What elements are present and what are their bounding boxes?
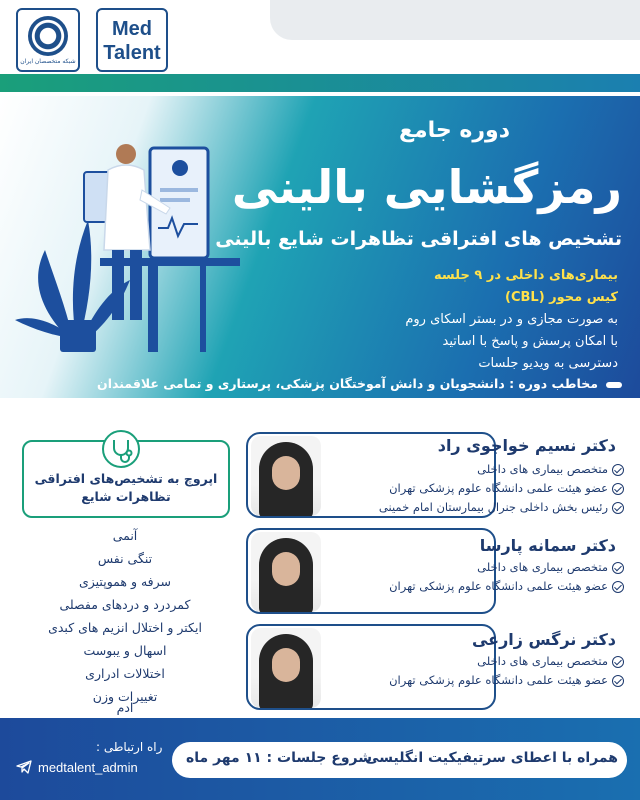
- doctor-name: دکتر نرگس زارعی: [471, 630, 616, 649]
- doctor-credential: رئیس بخش داخلی جنرال بیمارستان امام خمینی: [379, 500, 624, 514]
- check-icon: [612, 502, 624, 514]
- medtalent-logo-line1: Med: [112, 18, 152, 40]
- hero-edge: [0, 398, 640, 406]
- topic-item: اختلالات ادراری: [85, 666, 165, 681]
- header-decor: [270, 0, 640, 40]
- medtalent-logo: [96, 8, 168, 72]
- topic-item: ایکتر و اختلال انزیم های کبدی: [48, 620, 202, 635]
- feature-item: با امکان پرسش و پاسخ با اساتید: [442, 334, 618, 349]
- topic-item: کمردرد و دردهای مفصلی: [59, 597, 191, 612]
- doctor-name: دکتر نسیم خواجوی راد: [437, 436, 616, 455]
- topics-title: اپروچ به تشخیص‌های افتراقی تظاهرات شایع: [34, 471, 218, 504]
- course-subtitle: تشخیص های افتراقی تظاهرات شایع بالینی: [215, 228, 622, 250]
- network-logo-mark: [28, 16, 68, 56]
- doctor-credential: عضو هیئت علمی دانشگاه علوم پزشکی تهران: [389, 579, 624, 593]
- contact-label: راه ارتباطی :: [96, 740, 163, 754]
- course-kicker: دوره جامع: [398, 118, 510, 143]
- topic-item: تغییرات وزن: [92, 689, 158, 704]
- audience-text: مخاطب دوره : دانشجویان و دانش آموختگان پزشکی، پرستاری و تمامی علاقمندان: [97, 376, 622, 391]
- stethoscope-icon: [102, 430, 140, 468]
- header-strip: [0, 74, 640, 92]
- check-icon: [612, 464, 624, 476]
- feature-item: به صورت مجازی و در بستر اسکای روم: [405, 312, 618, 327]
- doctor-credential: متخصص بیماری های داخلی: [477, 560, 624, 574]
- doctor-credential: متخصص بیماری های داخلی: [477, 462, 624, 476]
- doctor-name: دکتر سمانه پارسا: [479, 536, 616, 555]
- doctor-credential: عضو هیئت علمی دانشگاه علوم پزشکی تهران: [389, 673, 624, 687]
- check-icon: [612, 675, 624, 687]
- feature-item: بیماری‌های داخلی در ۹ جلسه: [434, 268, 618, 283]
- medtalent-logo-line2: Talent: [103, 42, 161, 64]
- topic-item: اسهال و یبوست: [83, 643, 167, 658]
- check-icon: [612, 483, 624, 495]
- doctor-photo-card: [246, 624, 496, 710]
- feature-item: دسترسی به ویدیو جلسات: [478, 356, 618, 371]
- doctor-credential: متخصص بیماری های داخلی: [477, 654, 624, 668]
- topic-item: آنمی: [112, 528, 138, 543]
- start-date-text: شروع جلسات : ۱۱ مهر ماه: [186, 750, 372, 766]
- course-title: رمزگشایی بالینی: [231, 160, 622, 214]
- doctor-photo: [251, 436, 321, 516]
- bullet-bar: [606, 382, 622, 388]
- check-icon: [612, 656, 624, 668]
- doctor-credential: عضو هیئت علمی دانشگاه علوم پزشکی تهران: [389, 481, 624, 495]
- certificate-text: همراه با اعطای سرتیفیکیت انگلیسی: [365, 750, 618, 766]
- network-logo: [16, 8, 80, 72]
- contact-handle[interactable]: medtalent_admin: [38, 760, 138, 775]
- check-icon: [612, 581, 624, 593]
- feature-item: کیس محور (CBL): [505, 290, 618, 305]
- doctor-photo: [251, 532, 321, 612]
- topic-item: سرفه و هموپتیزی: [78, 574, 171, 589]
- telegram-icon: [16, 760, 32, 774]
- doctor-photo: [251, 628, 321, 708]
- doctor-photo-card: [246, 528, 496, 614]
- network-logo-text: شبکه متخصصان ایران: [20, 58, 76, 65]
- topic-item: ادم: [116, 700, 134, 715]
- topic-item: تنگی نفس: [97, 551, 153, 566]
- check-icon: [612, 562, 624, 574]
